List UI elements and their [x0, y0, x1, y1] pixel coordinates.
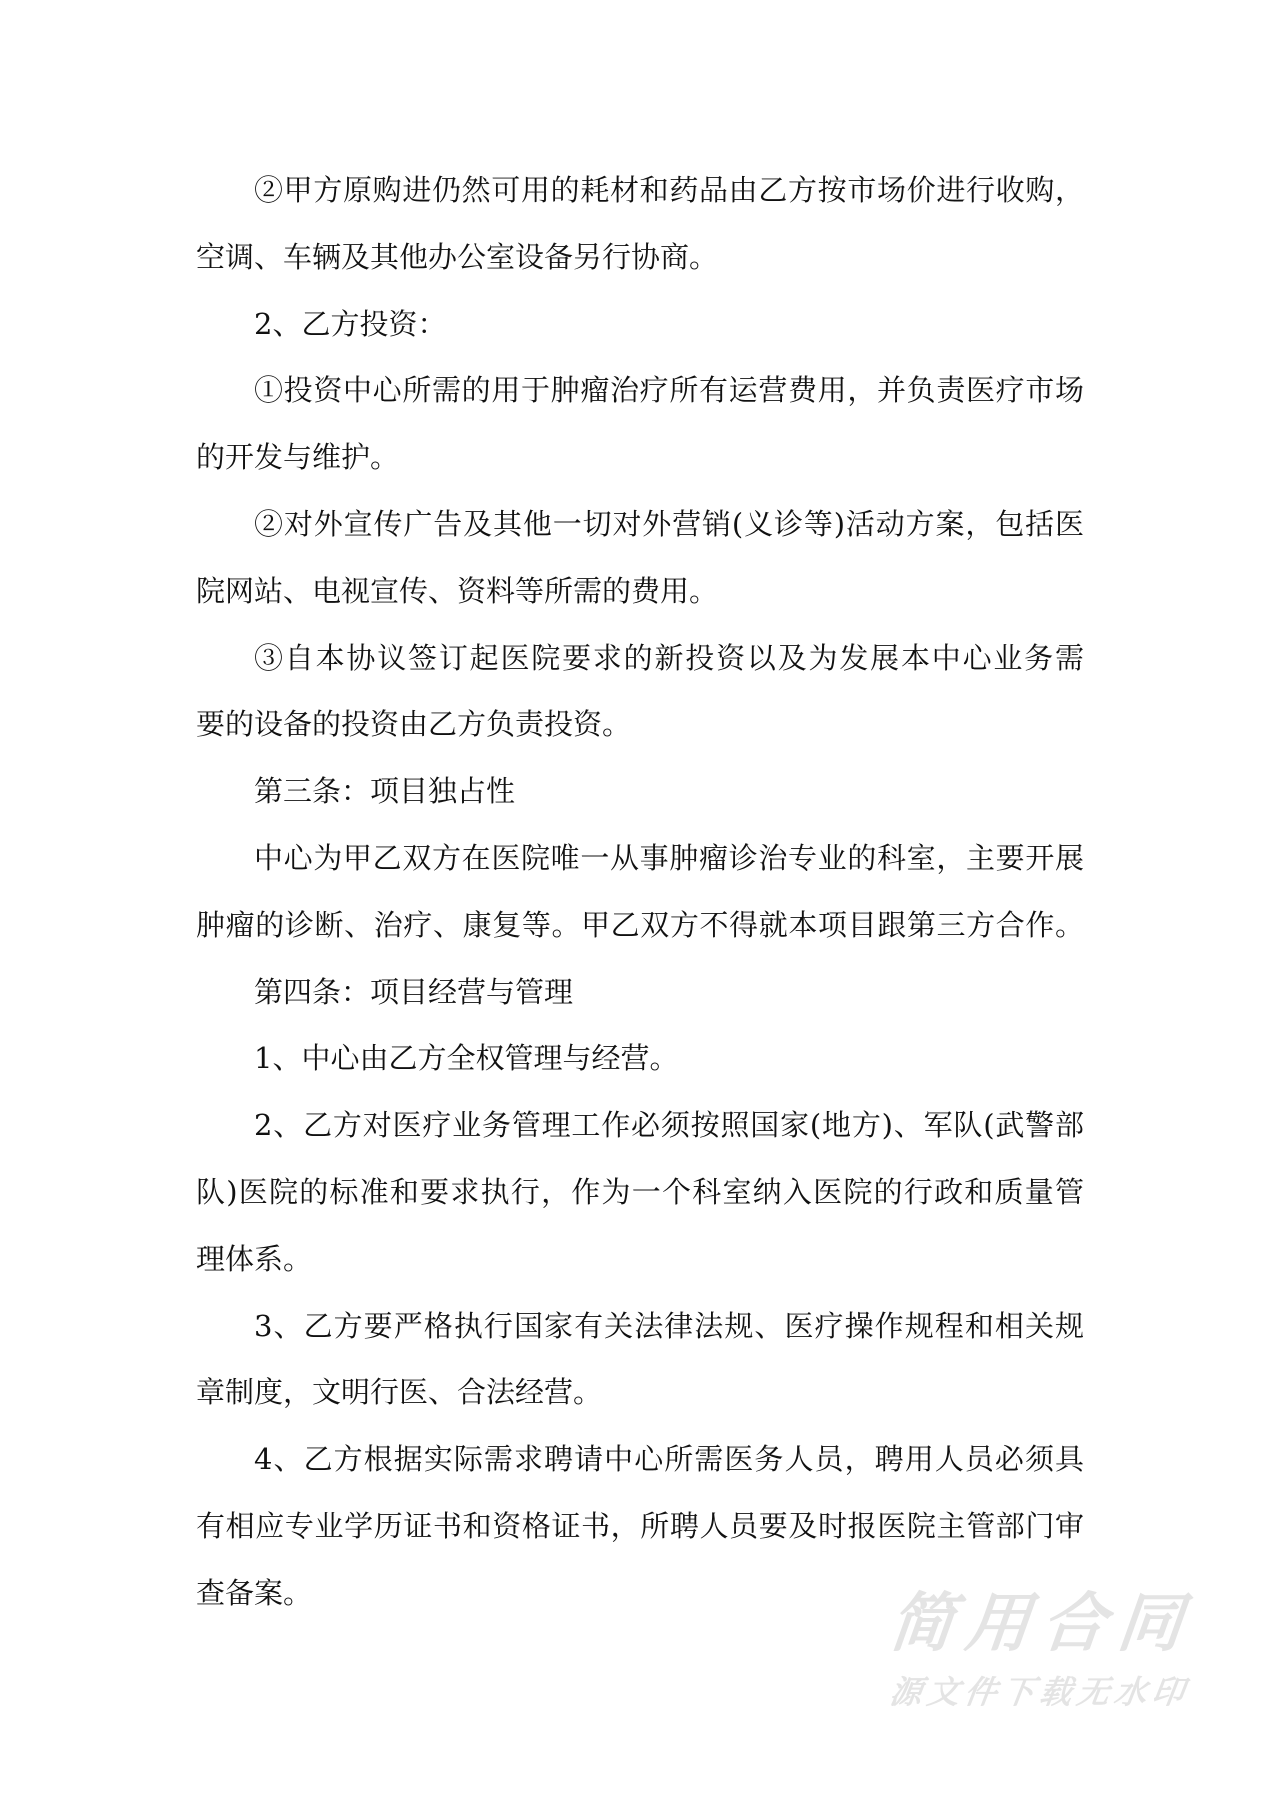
article-heading: 第四条：项目经营与管理: [254, 974, 574, 1009]
paragraph-line: 4、乙方根据实际需求聘请中心所需医务人员，聘用人员必须具: [254, 1442, 1084, 1477]
paragraph-line: 的开发与维护。: [196, 440, 400, 475]
paragraph-line: 队)医院的标准和要求执行，作为一个科室纳入医院的行政和质量管: [196, 1174, 1084, 1209]
paragraph-line: 空调、车辆及其他办公室设备另行协商。: [196, 239, 719, 274]
paragraph-line: 肿瘤的诊断、治疗、康复等。甲乙双方不得就本项目跟第三方合作。: [196, 907, 1084, 942]
article-heading: 第三条：项目独占性: [254, 774, 516, 809]
paragraph-line: 院网站、电视宣传、资料等所需的费用。: [196, 573, 719, 608]
paragraph-line: ②甲方原购进仍然可用的耗材和药品由乙方按市场价进行收购，: [254, 173, 1084, 207]
paragraph-line: 章制度，文明行医、合法经营。: [196, 1375, 603, 1410]
paragraph-line: ③自本协议签订起医院要求的新投资以及为发展本中心业务需: [254, 640, 1084, 675]
watermark-subtitle: 源文件下载无水印: [887, 1673, 1187, 1711]
section-heading: 2、乙方投资：: [254, 306, 447, 341]
paragraph-line: 中心为甲乙双方在医院唯一从事肿瘤诊治专业的科室，主要开展: [254, 840, 1084, 875]
paragraph-line: 1、中心由乙方全权管理与经营。: [254, 1041, 679, 1076]
paragraph-line: ①投资中心所需的用于肿瘤治疗所有运营费用，并负责医疗市场: [254, 373, 1084, 408]
paragraph-line: 2、乙方对医疗业务管理工作必须按照国家(地方)、军队(武警部: [254, 1108, 1084, 1143]
paragraph-line: 要的设备的投资由乙方负责投资。: [196, 707, 632, 742]
paragraph-line: 查备案。: [196, 1575, 313, 1610]
watermark: [886, 1587, 1188, 1711]
paragraph-line: 理体系。: [196, 1241, 313, 1276]
paragraph-line: ②对外宣传广告及其他一切对外营销(义诊等)活动方案，包括医: [254, 506, 1084, 541]
paragraph-line: 3、乙方要严格执行国家有关法律法规、医疗操作规程和相关规: [254, 1308, 1084, 1343]
watermark-title: 简用合同: [886, 1587, 1188, 1661]
document-body: [196, 157, 1084, 1627]
paragraph-line: 有相应专业学历证书和资格证书，所聘人员要及时报医院主管部门审: [196, 1508, 1084, 1543]
